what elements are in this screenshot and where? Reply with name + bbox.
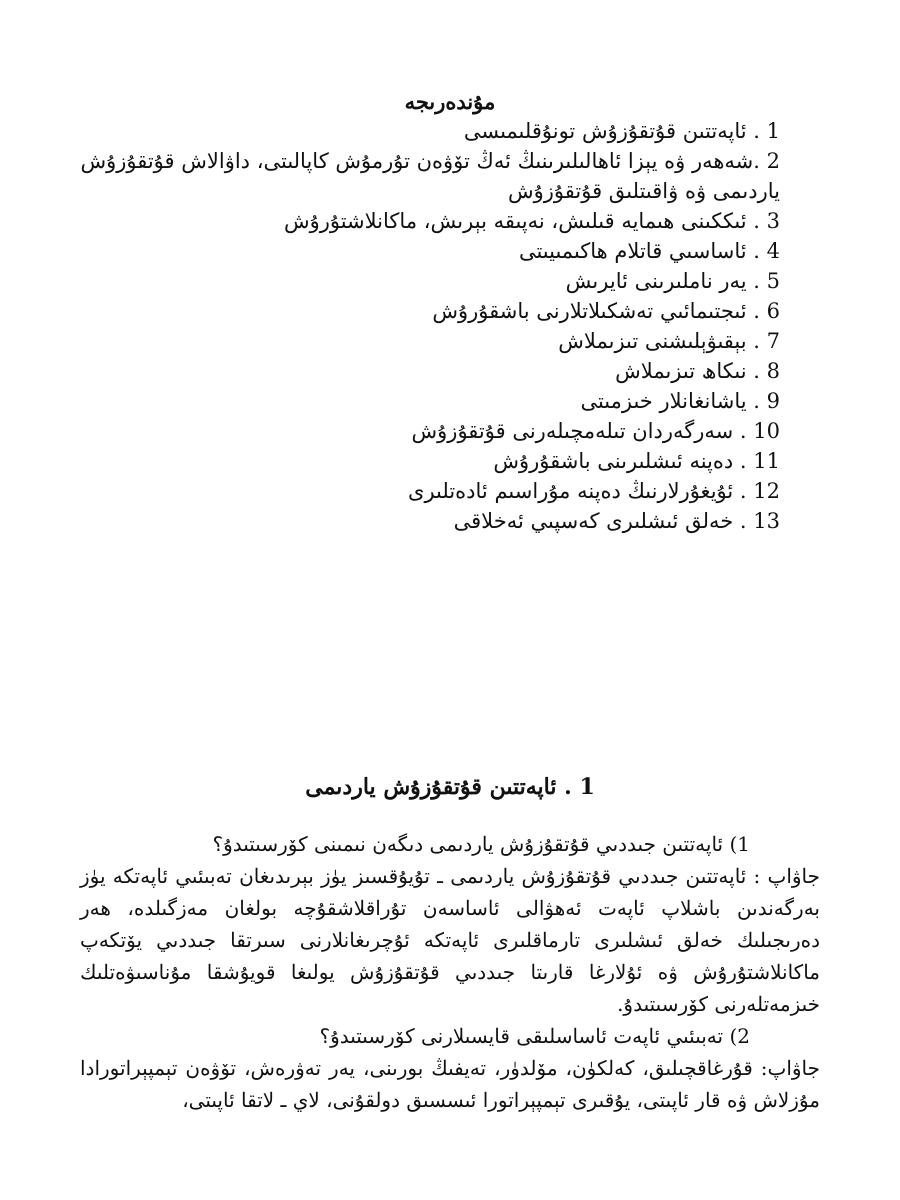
section-body (80, 828, 820, 1116)
toc-item-2: 2 .شەھەر ۋە يېزا ئاھالىلىرىنىڭ ئەڭ تۆۋەن تۇرمۇش كاپالىتى، داۋالاش قۇتقۇزۇش ياردىمى ۋە ۋاقىتلىق قۇتقۇزۇش (80, 149, 780, 203)
section-title: 1 . ئاپەتتىن قۇتقۇزۇش ياردىمى (305, 774, 595, 800)
toc-item-6: 6 . ئىجتىمائىي تەشكىلاتلارنى باشقۇرۇش (432, 299, 780, 323)
toc-item-8: 8 . نىكاھ تىزىملاش (615, 359, 780, 383)
answer-1: جاۋاپ : ئاپەتتىن جىددىي قۇتقۇزۇش ياردىمى ـ تۇيۇقسىز يۈز بېرىدىغان تەبىئىي ئاپەتكە يۈز بەرگەندىن باشلاپ ئاپەت ئەھۋالى ئاساسەن تۇراقلاشقۇچە بولغان مەزگىلدە، ھەر دەرىجىلىك خەلق ئىشلىرى تارماقلىرى ئاپەتكە ئۇچرىغانلارنى سىرتقا جىددىي يۆتكەپ ماكانلاشتۇرۇش ۋە ئۇلارغا قارىتا جىددىي قۇتقۇزۇش يولىغا قويۇشقا مۇناسىۋەتلىك خىزمەتلەرنى كۆرسىتىدۇ. (80, 864, 820, 1016)
toc-item-5: 5 . يەر ناملىرىنى ئايرىش (565, 269, 780, 293)
toc-item-1: 1 . ئاپەتتىن قۇتقۇزۇش تونۇقلىمىسى (463, 119, 780, 143)
toc-item-4: 4 . ئاساسىي قاتلام ھاكىمىيىتى (518, 239, 780, 263)
toc-item-12: 12 . ئۇيغۇرلارنىڭ دەپنە مۇراسىم ئادەتلىرى (408, 479, 780, 503)
toc-item-11: 11 . دەپنە ئىشلىرىنى باشقۇرۇش (493, 449, 780, 473)
question-1: 1) ئاپەتتىن جىددىي قۇتقۇزۇش ياردىمى دىگەن نىمىنى كۆرسىتىدۇ؟ (212, 832, 750, 856)
toc-list (80, 116, 780, 536)
toc-title: مۇندەرىجە (404, 89, 496, 114)
answer-2: جاۋاپ: قۇرغاقچىلىق، كەلكۈن، مۆلدۈر، تەيفىڭ بورىنى، يەر تەۋرەش، تۆۋەن تېمپېراتورادا مۇزلاش ۋە قار ئاپىتى، يۇقىرى تېمپېراتورا ئىسسىق دولقۇنى، لاي ـ لاتقا ئاپىتى، (80, 1056, 820, 1112)
toc-item-7: 7 . بېقىۋېلىشنى تىزىملاش (558, 329, 780, 353)
question-2: 2) تەبىئىي ئاپەت ئاساسلىقى قايسىلارنى كۆرسىتىدۇ؟ (319, 1024, 750, 1048)
toc-item-10: 10 . سەرگەردان تىلەمچىلەرنى قۇتقۇزۇش (411, 419, 780, 443)
toc-item-3: 3 . ئىككىنى ھىمايە قىلىش، نەپىقە بېرىش، ماكانلاشتۇرۇش (283, 209, 780, 233)
toc-item-9: 9 . ياشانغانلار خىزمىتى (580, 389, 780, 413)
toc-item-13: 13 . خەلق ئىشلىرى كەسپىي ئەخلاقى (453, 509, 780, 533)
